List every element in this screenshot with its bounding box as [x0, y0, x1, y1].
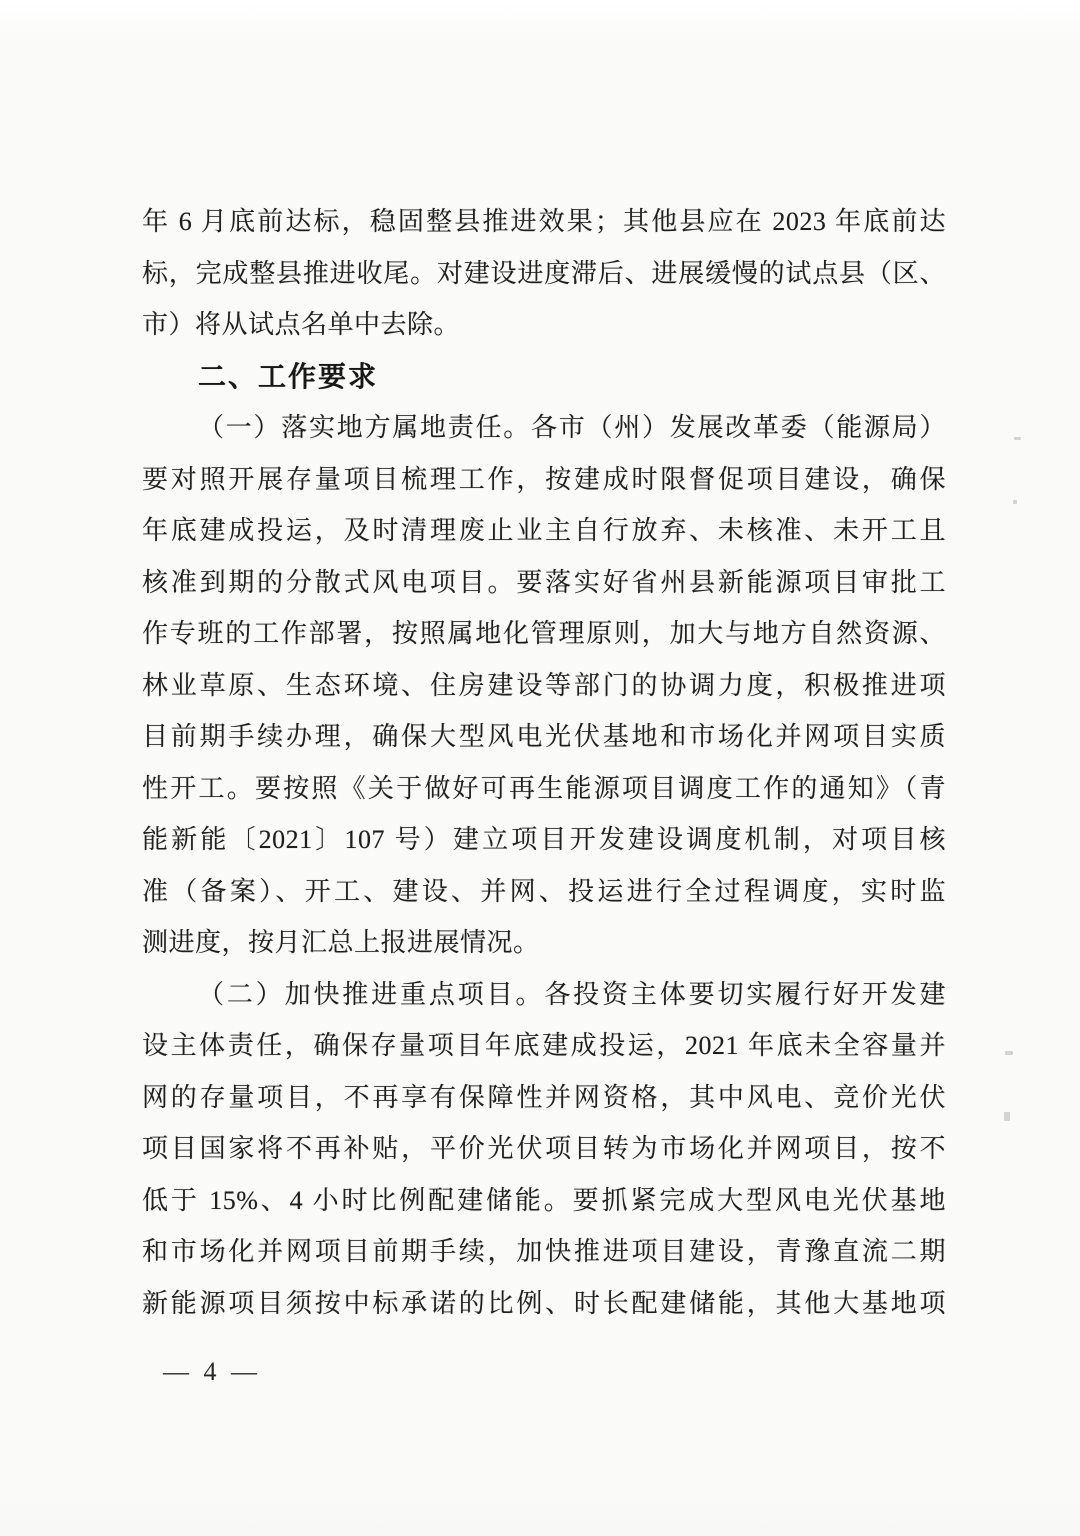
text-line: 测进度，按月汇总上报进展情况。 [142, 928, 540, 957]
text-line: 年底建成投运，及时清理废止业主自行放弃、未核准、未开工且 [142, 516, 946, 545]
text-line: 市）将从试点名单中去除。 [142, 310, 461, 339]
text-line: （二）加快推进重点项目。各投资主体要切实履行好开发建 [198, 979, 946, 1009]
text-line: 和市场化并网项目前期手续，加快推进项目建设，青豫直流二期 [142, 1237, 946, 1266]
text-line: 能新能〔2021〕107 号）建立项目开发建设调度机制，对项目核 [142, 825, 946, 854]
text-line: 新能源项目须按中标承诺的比例、时长配建储能，其他大基地项 [142, 1288, 946, 1318]
text-line: 准（备案）、开工、建设、并网、投运进行全过程调度，实时监 [142, 876, 946, 906]
text-line: 项目国家将不再补贴，平价光伏项目转为市场化并网项目，按不 [142, 1134, 946, 1163]
document-body [142, 196, 946, 1329]
text-line: 网的存量项目，不再享有保障性并网资格，其中风电、竞价光伏 [142, 1082, 946, 1112]
text-line: 核准到期的分散式风电项目。要落实好省州县新能源项目审批工 [142, 567, 946, 597]
scan-artifact [1005, 1051, 1013, 1055]
text-line: 要对照开展存量项目梳理工作，按建成时限督促项目建设，确保 [142, 464, 946, 494]
text-line: 年 6 月底前达标，稳固整县推进效果；其他县应在 2023 年底前达 [142, 207, 946, 236]
text-line: 性开工。要按照《关于做好可再生能源项目调度工作的通知》（青 [142, 773, 946, 803]
text-line: 低于 15%、4 小时比例配建储能。要抓紧完成大型风电光伏基地 [142, 1185, 946, 1215]
section-heading: 二、工作要求 [198, 360, 379, 392]
text-line: 作专班的工作部署，按照属地化管理原则，加大与地方自然资源、 [142, 619, 946, 648]
text-line: （一）落实地方属地责任。各市（州）发展改革委（能源局） [198, 413, 946, 442]
text-line: 目前期手续办理，确保大型风电光伏基地和市场化并网项目实质 [142, 722, 946, 751]
scan-artifact [1014, 437, 1021, 440]
text-line: 设主体责任，确保存量项目年底建成投运，2021 年底未全容量并 [142, 1031, 946, 1060]
text-line: 标，完成整县推进收尾。对建设进度滞后、进展缓慢的试点县（区、 [142, 258, 946, 288]
scan-artifact [1004, 1112, 1010, 1121]
page-number: — 4 — [163, 1357, 261, 1386]
text-line: 林业草原、生态环境、住房建设等部门的协调力度，积极推进项 [142, 670, 946, 700]
scan-artifact [1013, 500, 1017, 504]
